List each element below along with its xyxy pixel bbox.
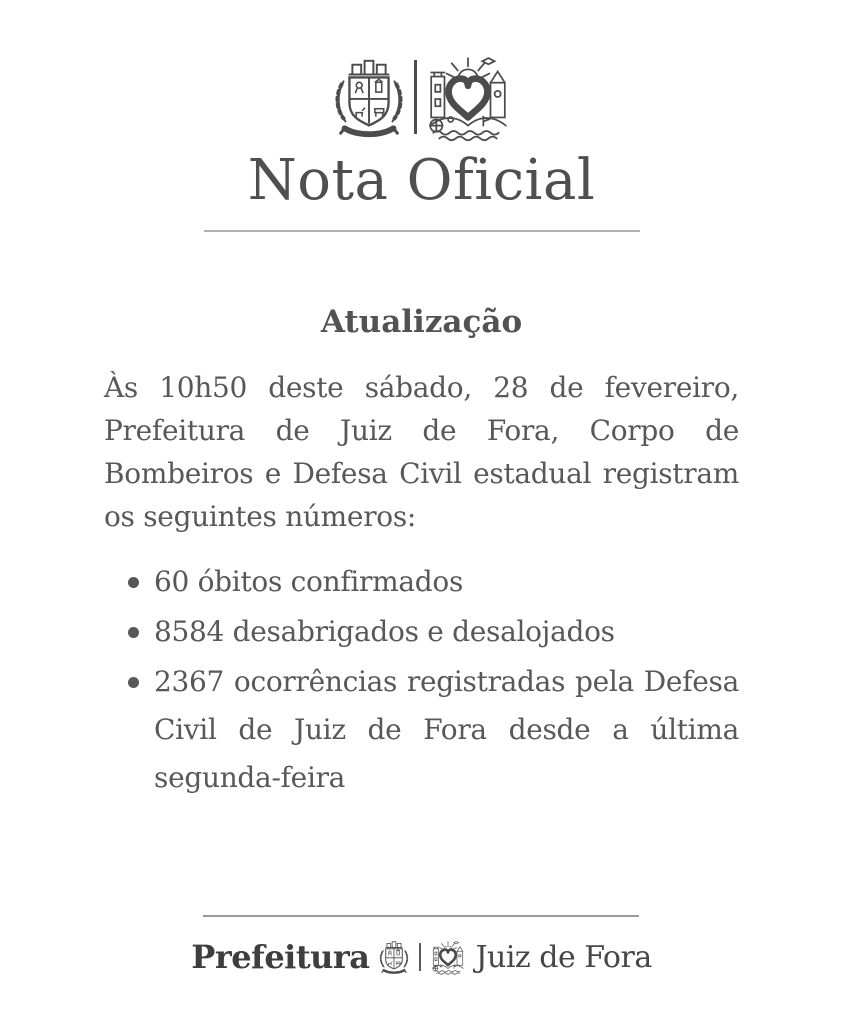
list-item-occurrences [104, 658, 739, 802]
list-item-displaced [104, 608, 739, 656]
coat-of-arms-icon-small [379, 938, 409, 976]
paragraph-line: Prefeitura de Juiz de Fora, Corpo de [104, 414, 739, 447]
footer-brand [0, 938, 843, 976]
list-item-line: segunda-feira [154, 761, 346, 794]
statistics-list [104, 558, 739, 802]
list-item-line: 2367 ocorrências registradas pela Defesa [154, 665, 739, 698]
heart-emblem-icon [426, 52, 510, 142]
note-paragraph [104, 366, 739, 538]
heart-emblem-icon-small [431, 939, 465, 975]
header-logos [0, 0, 843, 142]
footer-logo-divider [419, 943, 421, 971]
list-item-line: 60 óbitos confirmados [154, 565, 464, 598]
list-item-line: Civil de Juiz de Fora desde a última [154, 713, 739, 746]
footer-brand-regular: Juiz de Fora [475, 939, 652, 975]
page-title: Nota Oficial [247, 148, 596, 213]
paragraph-line: Às 10h50 deste sábado, 28 de fevereiro, [104, 371, 739, 404]
coat-of-arms-icon [333, 52, 405, 142]
title-rule [204, 230, 640, 232]
list-item-line: 8584 desabrigados e desalojados [154, 615, 615, 648]
update-heading: Atualização [320, 304, 523, 340]
list-item-deaths [104, 558, 739, 606]
paragraph-line: Bombeiros e Defesa Civil estadual registram [104, 457, 739, 490]
paragraph-line: os seguintes números: [104, 500, 417, 533]
footer-rule [203, 915, 639, 917]
logo-divider [414, 60, 417, 134]
footer-brand-bold: Prefeitura [191, 938, 370, 976]
